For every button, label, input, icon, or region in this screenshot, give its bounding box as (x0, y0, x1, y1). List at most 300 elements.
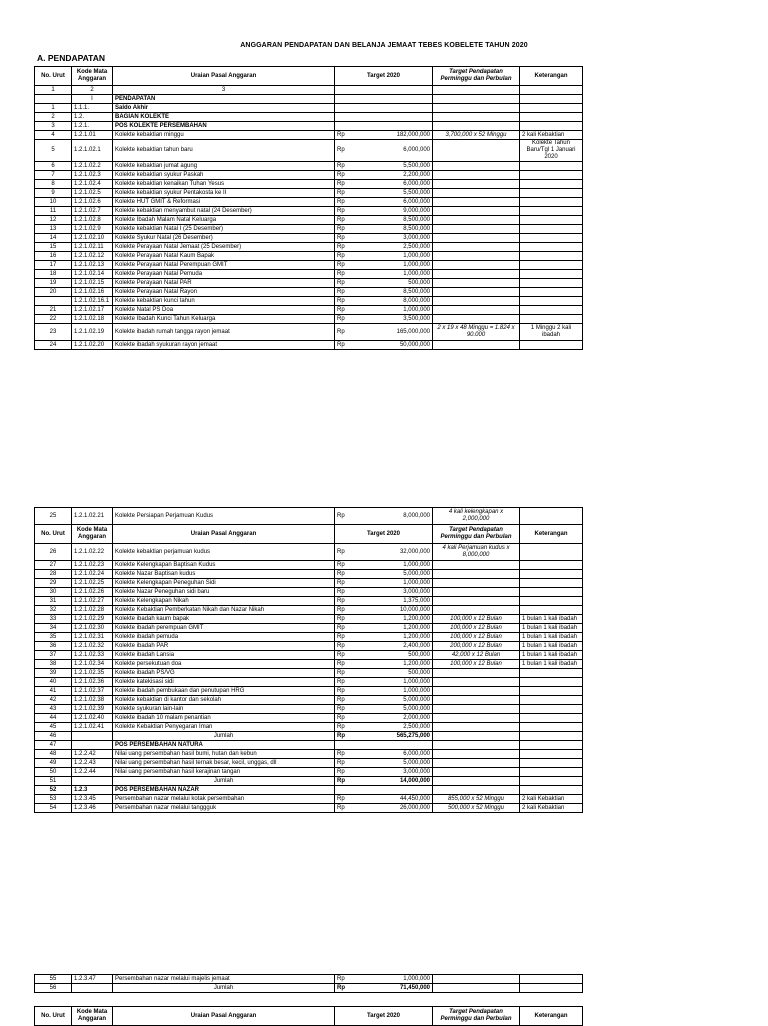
cell-uraian: Kolekte kebaktian menyambut natal (24 Desember) (113, 207, 335, 216)
cell-amount: 3,000,000 (347, 768, 433, 777)
cell-target-perminggu: 100,000 x 12 Bulan (433, 633, 520, 642)
cell-rp: Rp (335, 732, 347, 741)
cell-uraian: Kolekte ibadah rumah tangga rayon jemaat (113, 324, 335, 341)
cell-rp: Rp (335, 678, 347, 687)
cell-no-urut: 23 (35, 324, 72, 341)
cell-kode: 1.2. (72, 113, 113, 122)
cell-rp (335, 741, 347, 750)
cell-rp: Rp (335, 261, 347, 270)
cell-no-urut: 47 (35, 741, 72, 750)
cell-no-urut: 38 (35, 660, 72, 669)
cell-uraian: Kolekte Nazar Peneguhan sidi baru (113, 588, 335, 597)
cell-uraian: POS KOLEKTE PERSEMBAHAN (113, 122, 335, 131)
cell-kode: 1.2.1.02.12 (72, 252, 113, 261)
cell-amount: 2,500,000 (347, 243, 433, 252)
cell-no-urut: 26 (35, 544, 72, 561)
cell-no-urut (35, 95, 72, 104)
cell-amount: 8,500,000 (347, 288, 433, 297)
cell-target-perminggu (433, 270, 520, 279)
table-row (35, 705, 583, 714)
table-row (35, 759, 583, 768)
cell-amount: 165,000,000 (347, 324, 433, 341)
cell-target-perminggu (433, 696, 520, 705)
cell-target-perminggu (433, 234, 520, 243)
cell-no-urut: 5 (35, 140, 72, 162)
table-row (35, 660, 583, 669)
cell-no-urut: 34 (35, 624, 72, 633)
cell-rp: Rp (335, 597, 347, 606)
cell-kode: 1.2.1.02.37 (72, 687, 113, 696)
cell-uraian: Kolekte kebaktian syukur Pentakosta ke II (113, 189, 335, 198)
cell-kode: 1.2.1.02.11 (72, 243, 113, 252)
cell-no-urut: 2 (35, 113, 72, 122)
cell-kode: 1.2.1.02.25 (72, 579, 113, 588)
cell-target-perminggu (433, 113, 520, 122)
table-row (35, 86, 583, 95)
cell-rp: Rp (335, 642, 347, 651)
cell-uraian: Kolekte Ibadah Kunci Tahun Keluarga (113, 315, 335, 324)
cell-amount: 2,500,000 (347, 723, 433, 732)
cell-no-urut: 4 (35, 131, 72, 140)
table-row (35, 615, 583, 624)
cell-uraian: Kolekte ibadah Lansia (113, 651, 335, 660)
cell-amount: 2,000,000 (347, 714, 433, 723)
cell-rp: Rp (335, 270, 347, 279)
cell-amount: 5,000,000 (347, 570, 433, 579)
cell-uraian: Persembahan nazar melalui majelis jemaat (113, 975, 335, 984)
cell-keterangan (520, 750, 583, 759)
cell-uraian: Kolekte ibadah pemuda (113, 633, 335, 642)
cell-amount: 1,200,000 (347, 615, 433, 624)
cell-no-urut: 7 (35, 171, 72, 180)
cell-rp: Rp (335, 804, 347, 813)
cell-keterangan (520, 288, 583, 297)
cell-uraian: Persembahan nazar melalui kotak persembahan (113, 795, 335, 804)
cell-amount: 6,000,000 (347, 198, 433, 207)
cell-kode: 1.2.1.02.34 (72, 660, 113, 669)
cell-kode: 1.2.1.02.8 (72, 216, 113, 225)
cell-target-perminggu (433, 723, 520, 732)
budget-table-header-page-4 (34, 1006, 583, 1026)
cell-target-perminggu: 855,000 x 52 Minggu (433, 795, 520, 804)
table-row (35, 750, 583, 759)
cell-target-perminggu (433, 606, 520, 615)
cell-uraian: Nilai uang persembahan hasil bumi, hutan dan kebun (113, 750, 335, 759)
cell-uraian: Kolekte Perayaan Natal Pemuda (113, 270, 335, 279)
cell-rp: Rp (335, 759, 347, 768)
cell-keterangan (520, 171, 583, 180)
cell-kode (72, 732, 113, 741)
cell-keterangan (520, 687, 583, 696)
table-row (35, 544, 583, 561)
cell-keterangan (520, 723, 583, 732)
cell-uraian: Kolekte Perayaan Natal Perempuan GMIT (113, 261, 335, 270)
cell-rp: Rp (335, 315, 347, 324)
cell-uraian: Kolekte kebaktian syukur Paskah (113, 171, 335, 180)
cell-amount (347, 95, 433, 104)
table-row (35, 687, 583, 696)
cell-target-perminggu: 100,000 x 12 Bulan (433, 624, 520, 633)
cell-keterangan: 1 bulan 1 kali ibadah (520, 633, 583, 642)
cell-keterangan: 2 kali Kebaktian (520, 804, 583, 813)
table-row (35, 624, 583, 633)
cell-kode: 1.2.1.02.3 (72, 171, 113, 180)
cell-target-perminggu (433, 777, 520, 786)
table-row (35, 341, 583, 350)
cell-rp: Rp (335, 508, 347, 525)
cell-amount: 50,000,000 (347, 341, 433, 350)
cell-kode (72, 741, 113, 750)
cell-keterangan: Kolekte Tahun Baru/Tgl 1 Januari 2020 (520, 140, 583, 162)
cell-uraian: Kolekte syukuran lain-lain (113, 705, 335, 714)
cell-no-urut: 22 (35, 315, 72, 324)
header-no-urut: No. Urut (35, 1007, 72, 1026)
cell-no-urut: 32 (35, 606, 72, 615)
table-row (35, 279, 583, 288)
cell-uraian: Kolekte ibadah syukuran rayon jemaat (113, 341, 335, 350)
cell-keterangan (520, 234, 583, 243)
cell-target-perminggu (433, 86, 520, 95)
cell-target-perminggu: 42,000 x 12 Bulan (433, 651, 520, 660)
cell-rp: Rp (335, 624, 347, 633)
cell-target-perminggu: 2 x 19 x 48 Minggu = 1.824 x 90.000 (433, 324, 520, 341)
header-uraian: Uraian Pasal Anggaran (113, 525, 335, 544)
cell-no-urut: 35 (35, 633, 72, 642)
cell-amount: 8,000,000 (347, 508, 433, 525)
cell-rp: Rp (335, 660, 347, 669)
cell-kode: 1.2.1.02.27 (72, 597, 113, 606)
cell-keterangan (520, 570, 583, 579)
cell-amount (347, 122, 433, 131)
table-header-row (35, 525, 583, 544)
cell-rp: Rp (335, 225, 347, 234)
cell-kode: 1.2.2.44 (72, 768, 113, 777)
cell-keterangan (520, 714, 583, 723)
cell-keterangan (520, 315, 583, 324)
cell-keterangan (520, 759, 583, 768)
cell-target-perminggu (433, 297, 520, 306)
cell-keterangan (520, 243, 583, 252)
cell-target-perminggu (433, 225, 520, 234)
cell-keterangan (520, 207, 583, 216)
cell-kode: 1.2.1.02.23 (72, 561, 113, 570)
table-row (35, 975, 583, 984)
cell-kode: 1.2.1.02.10 (72, 234, 113, 243)
cell-kode: 1.2.1.02.21 (72, 508, 113, 525)
cell-kode: 1.2.1.02.24 (72, 570, 113, 579)
cell-rp: Rp (335, 975, 347, 984)
cell-uraian: Kolekte kebaktian perjamuan kudus (113, 544, 335, 561)
cell-rp: Rp (335, 687, 347, 696)
cell-kode: 1.2.1.02.39 (72, 705, 113, 714)
cell-keterangan: 1 bulan 1 kali ibadah (520, 624, 583, 633)
cell-amount: 1,375,000 (347, 597, 433, 606)
cell-no-urut: 40 (35, 678, 72, 687)
cell-kode: 1.2.1.02.4 (72, 180, 113, 189)
cell-no-urut: 8 (35, 180, 72, 189)
table-row (35, 768, 583, 777)
budget-table-page-1 (34, 66, 583, 350)
cell-rp (335, 113, 347, 122)
cell-keterangan: 1 bulan 1 kali ibadah (520, 615, 583, 624)
table-row (35, 95, 583, 104)
cell-kode: 1.2.1.02.38 (72, 696, 113, 705)
cell-keterangan (520, 678, 583, 687)
cell-rp: Rp (335, 324, 347, 341)
cell-no-urut: 30 (35, 588, 72, 597)
cell-kode: 1.1.1. (72, 104, 113, 113)
cell-keterangan (520, 768, 583, 777)
cell-amount: 6,000,000 (347, 180, 433, 189)
cell-uraian: PENDAPATAN (113, 95, 335, 104)
cell-target-perminggu: 4 kali Perjamuan kudus x 8,000,000 (433, 544, 520, 561)
cell-rp: Rp (335, 243, 347, 252)
cell-amount: 565,275,000 (347, 732, 433, 741)
cell-no-urut: 12 (35, 216, 72, 225)
cell-keterangan (520, 86, 583, 95)
table-row (35, 297, 583, 306)
cell-amount: 1,000,000 (347, 579, 433, 588)
table-row (35, 315, 583, 324)
cell-uraian: Kolekte Kelengkapan Peneguhan Sidi (113, 579, 335, 588)
cell-no-urut: 6 (35, 162, 72, 171)
cell-no-urut: 14 (35, 234, 72, 243)
cell-amount: 1,000,000 (347, 261, 433, 270)
cell-target-perminggu (433, 180, 520, 189)
cell-target-perminggu: 4 kali kelengkapan x 2,000,000 (433, 508, 520, 525)
cell-keterangan: 1 bulan 1 kali ibadah (520, 660, 583, 669)
cell-no-urut: 10 (35, 198, 72, 207)
cell-amount (347, 113, 433, 122)
cell-kode: 1.2.1.02.22 (72, 544, 113, 561)
cell-keterangan (520, 279, 583, 288)
table-row (35, 561, 583, 570)
table-row (35, 678, 583, 687)
cell-kode: 1.2.3.46 (72, 804, 113, 813)
cell-target-perminggu (433, 189, 520, 198)
cell-kode: 1.2.1.02.28 (72, 606, 113, 615)
cell-no-urut: 21 (35, 306, 72, 315)
table-row (35, 588, 583, 597)
cell-amount: 2,200,000 (347, 171, 433, 180)
cell-target-perminggu: 100,000 x 12 Bulan (433, 660, 520, 669)
cell-rp: Rp (335, 189, 347, 198)
section-title: A. PENDAPATAN (37, 53, 105, 63)
cell-target-perminggu (433, 705, 520, 714)
table-row (35, 270, 583, 279)
cell-uraian: Kolekte kebaktian kenaikan Tuhan Yesus (113, 180, 335, 189)
cell-target-perminggu (433, 570, 520, 579)
cell-keterangan (520, 561, 583, 570)
cell-no-urut: 33 (35, 615, 72, 624)
cell-target-perminggu (433, 732, 520, 741)
cell-no-urut: 29 (35, 579, 72, 588)
cell-kode: 1.2.1.02.40 (72, 714, 113, 723)
cell-rp: Rp (335, 297, 347, 306)
header-keterangan: Keterangan (520, 67, 583, 86)
table-row (35, 243, 583, 252)
cell-keterangan (520, 984, 583, 993)
cell-rp: Rp (335, 252, 347, 261)
cell-kode: 1.2.1.02.36 (72, 678, 113, 687)
cell-target-perminggu (433, 216, 520, 225)
header-kode-mata-anggaran: Kode Mata Anggaran (72, 525, 113, 544)
document-title: ANGGARAN PENDAPATAN DAN BELANJA JEMAAT TEBES KOBELETE TAHUN 2020 (240, 42, 528, 49)
budget-table-page-2 (34, 507, 583, 813)
cell-amount: 500,000 (347, 651, 433, 660)
cell-kode: 1.2.3 (72, 786, 113, 795)
cell-uraian: Persembahan nazar melalui tanggguk (113, 804, 335, 813)
cell-keterangan: 1 bulan 1 kali ibadah (520, 651, 583, 660)
cell-kode (72, 777, 113, 786)
cell-uraian: Kolekte katekisasi sidi (113, 678, 335, 687)
cell-uraian: Kolekte Kebaktian Pemberkatan Nikah dan Nazar Nikah (113, 606, 335, 615)
cell-keterangan (520, 732, 583, 741)
cell-uraian: Nilai uang persembahan hasil kerajinan tangan (113, 768, 335, 777)
cell-keterangan (520, 225, 583, 234)
cell-rp: Rp (335, 131, 347, 140)
cell-rp: Rp (335, 140, 347, 162)
header-target-perminggu: Target Pendapatan Perminggu dan Perbulan (433, 67, 520, 86)
cell-no-urut: 20 (35, 288, 72, 297)
cell-keterangan (520, 341, 583, 350)
cell-uraian: Kolekte ibadah kaum bapak (113, 615, 335, 624)
cell-kode: 1.2.1.02.33 (72, 651, 113, 660)
table-row (35, 140, 583, 162)
cell-no-urut: 15 (35, 243, 72, 252)
cell-rp: Rp (335, 696, 347, 705)
cell-uraian: Jumlah (113, 984, 335, 993)
cell-no-urut (35, 297, 72, 306)
cell-uraian: Kolekte Perayaan Natal PAR (113, 279, 335, 288)
cell-amount: 1,000,000 (347, 975, 433, 984)
table-row (35, 252, 583, 261)
cell-no-urut: 39 (35, 669, 72, 678)
cell-keterangan: 1 Minggu 2 kali ibadah (520, 324, 583, 341)
cell-uraian: Kolekte Kelengkapan Nikah (113, 597, 335, 606)
table-row (35, 732, 583, 741)
cell-rp: Rp (335, 768, 347, 777)
cell-no-urut: 31 (35, 597, 72, 606)
cell-target-perminggu (433, 984, 520, 993)
cell-amount: 1,200,000 (347, 633, 433, 642)
cell-uraian: Kolekte ibadah PS/VG (113, 669, 335, 678)
cell-amount: 9,000,000 (347, 207, 433, 216)
cell-kode: 1.2.1.02.16 (72, 288, 113, 297)
cell-amount: 1,000,000 (347, 678, 433, 687)
cell-rp: Rp (335, 615, 347, 624)
cell-kode: 1.2.1.02.13 (72, 261, 113, 270)
cell-target-perminggu: 500,000 x 52 Minggu (433, 804, 520, 813)
cell-amount (347, 786, 433, 795)
table-row (35, 306, 583, 315)
cell-kode: 1.2.1.02.20 (72, 341, 113, 350)
cell-amount: 3,000,000 (347, 234, 433, 243)
cell-kode: I (72, 95, 113, 104)
cell-rp: Rp (335, 198, 347, 207)
cell-keterangan (520, 216, 583, 225)
cell-kode: 1.2.1.02.9 (72, 225, 113, 234)
cell-kode (72, 984, 113, 993)
cell-uraian: BAGIAN KOLEKTE (113, 113, 335, 122)
cell-amount: 8,500,000 (347, 225, 433, 234)
table-row (35, 180, 583, 189)
cell-amount: 32,000,000 (347, 544, 433, 561)
cell-amount: 44,450,000 (347, 795, 433, 804)
table-row (35, 324, 583, 341)
cell-kode: 1.2.1.02.26 (72, 588, 113, 597)
cell-uraian: Kolekte Perayaan Natal Rayon (113, 288, 335, 297)
cell-uraian: Kolekte kebaktian minggu (113, 131, 335, 140)
cell-keterangan (520, 786, 583, 795)
header-no-urut: No. Urut (35, 525, 72, 544)
cell-amount: 1,200,000 (347, 660, 433, 669)
cell-kode: 1.2.1.02.35 (72, 669, 113, 678)
header-kode-mata-anggaran: Kode Mata Anggaran (72, 1007, 113, 1026)
table-row (35, 261, 583, 270)
cell-no-urut: 56 (35, 984, 72, 993)
cell-keterangan (520, 606, 583, 615)
cell-no-urut: 11 (35, 207, 72, 216)
cell-no-urut: 46 (35, 732, 72, 741)
cell-uraian: Saldo Akhir (113, 104, 335, 113)
table-row (35, 579, 583, 588)
cell-rp (335, 786, 347, 795)
cell-uraian: Kolekte HUT GMIT & Reformasi (113, 198, 335, 207)
table-row (35, 225, 583, 234)
cell-uraian: Kolekte ibadah pembukaan dan penutupan HRG (113, 687, 335, 696)
cell-amount: 26,000,000 (347, 804, 433, 813)
cell-no-urut: 50 (35, 768, 72, 777)
cell-kode: 1.2.1.02.1 (72, 140, 113, 162)
table-row (35, 669, 583, 678)
cell-target-perminggu (433, 687, 520, 696)
cell-amount: 5,500,000 (347, 189, 433, 198)
cell-rp: Rp (335, 216, 347, 225)
cell-no-urut: 54 (35, 804, 72, 813)
cell-target-perminggu (433, 669, 520, 678)
cell-amount: 6,000,000 (347, 750, 433, 759)
table-row (35, 723, 583, 732)
cell-target-perminggu (433, 579, 520, 588)
table-row (35, 162, 583, 171)
cell-keterangan (520, 270, 583, 279)
cell-kode: 1.2.1. (72, 122, 113, 131)
cell-no-urut: 45 (35, 723, 72, 732)
cell-no-urut: 42 (35, 696, 72, 705)
cell-no-urut: 1 (35, 86, 72, 95)
table-row (35, 288, 583, 297)
cell-keterangan (520, 252, 583, 261)
cell-rp: Rp (335, 561, 347, 570)
cell-uraian: Kolekte Kelengkapan Baptisan Kudus (113, 561, 335, 570)
cell-uraian: Kolekte kebaktian Natal I (25 Desember) (113, 225, 335, 234)
cell-kode: 1.2.1.02.32 (72, 642, 113, 651)
cell-no-urut: 1 (35, 104, 72, 113)
table-row (35, 508, 583, 525)
cell-keterangan (520, 261, 583, 270)
cell-amount: 1,000,000 (347, 252, 433, 261)
table-row (35, 597, 583, 606)
cell-amount (347, 104, 433, 113)
cell-target-perminggu (433, 341, 520, 350)
cell-amount: 8,500,000 (347, 216, 433, 225)
cell-target-perminggu (433, 122, 520, 131)
cell-uraian: Kolekte Perayaan Natal Jemaat (25 Desember) (113, 243, 335, 252)
cell-rp: Rp (335, 723, 347, 732)
table-row (35, 606, 583, 615)
cell-kode: 1.2.2.43 (72, 759, 113, 768)
